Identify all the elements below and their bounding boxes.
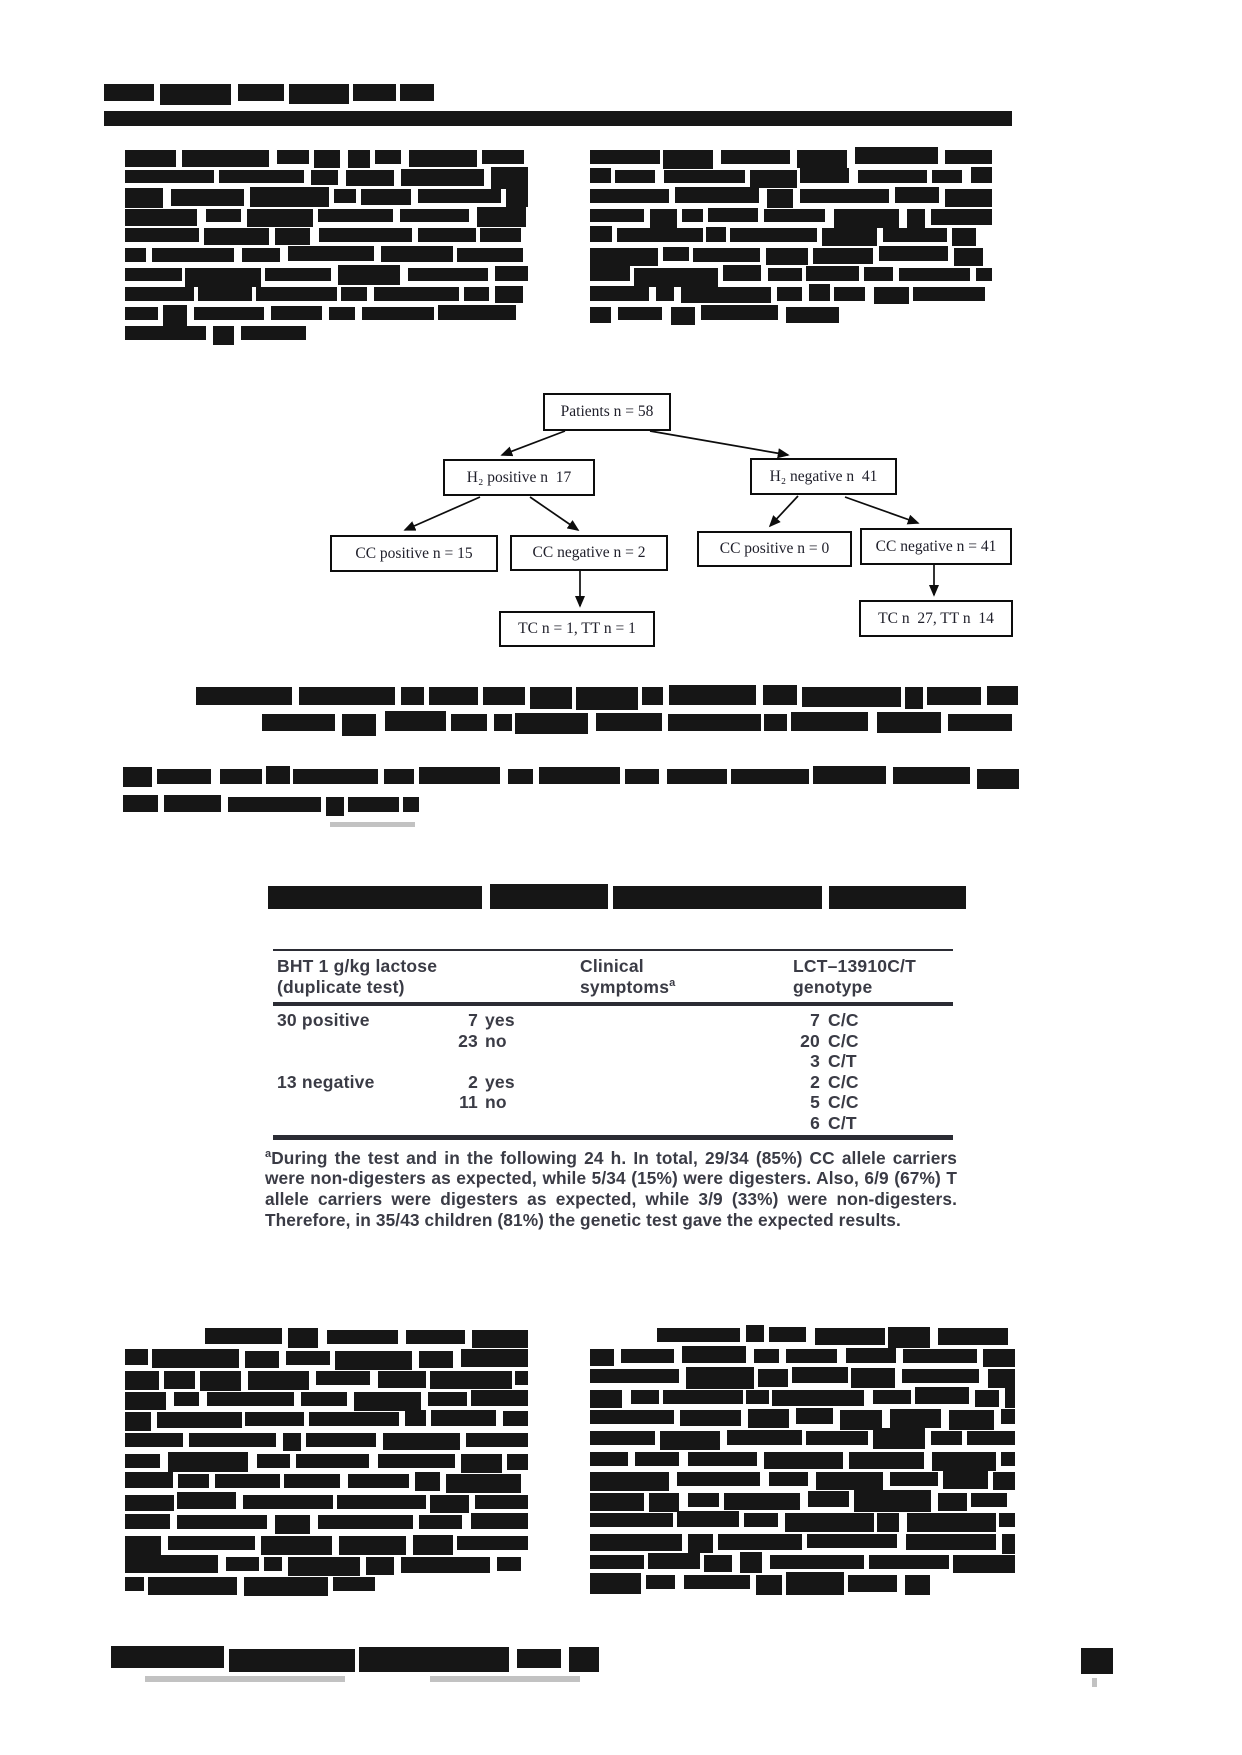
flow-box-cc-negative-2 bbox=[510, 535, 668, 571]
cell-genotype-count: 20 bbox=[800, 1030, 820, 1051]
table-row bbox=[273, 1113, 953, 1134]
flow-box-h2-positive-label: H₂ positive n 17 bbox=[466, 468, 572, 486]
running-head-redacted bbox=[104, 84, 434, 110]
cell-genotype-word: C/C bbox=[828, 1010, 859, 1030]
cell-bht: 30 positive bbox=[277, 1010, 370, 1030]
header-rule bbox=[104, 111, 1012, 126]
table-rule-top bbox=[273, 949, 953, 951]
cell-symptom-count: 11 bbox=[459, 1092, 478, 1113]
flow-box-tc-tt-right-label: TC n 27, TT n 14 bbox=[878, 609, 994, 627]
table-header-col1-line1: BHT 1 g/kg lactose bbox=[277, 956, 438, 976]
table-footnote bbox=[265, 1144, 957, 1230]
cell-genotype-count: 6 bbox=[810, 1113, 820, 1133]
flow-box-cc-negative-41-label: CC negative n = 41 bbox=[875, 537, 997, 555]
flow-box-patients-label: Patients n = 58 bbox=[560, 403, 654, 420]
footnote-text: During the test and in the following 24 h. In total, 29/34 (85%) CC allele carriers were non-digesters as expected, while 5/34 (15%) were digesters. Also, 6/9 (67%) T allele carriers were digesters as expected, while 3/9 (33%) were non-digesters. Therefore, in 35/43 children (81%) the genetic test gave the expected results. bbox=[265, 1147, 957, 1230]
cell-genotype-count: 7 bbox=[810, 1010, 820, 1030]
cell-genotype-word: C/C bbox=[828, 1071, 859, 1092]
footnote-marker: a bbox=[265, 1148, 272, 1160]
table-header-col3-line1: LCT–13910C/T bbox=[793, 956, 917, 976]
flow-box-cc-positive-15 bbox=[330, 535, 498, 572]
table-row bbox=[273, 1092, 953, 1113]
footer-faint-mark-mid bbox=[430, 1676, 580, 1682]
footer-faint-mark-left bbox=[145, 1676, 345, 1682]
flow-box-cc-negative-41 bbox=[860, 528, 1012, 565]
paragraph-faint-mark bbox=[330, 822, 415, 827]
flow-box-cc-positive-15-label: CC positive n = 15 bbox=[355, 544, 473, 562]
body-column-right-bottom-redacted bbox=[590, 1328, 1015, 1596]
flow-box-cc-positive-0-label: CC positive n = 0 bbox=[719, 540, 830, 557]
cell-genotype-word: C/T bbox=[828, 1113, 857, 1133]
cell-symptom-word: no bbox=[485, 1092, 507, 1113]
cell-genotype-count: 2 bbox=[810, 1071, 820, 1092]
flow-box-h2-negative-label: H₂ negative n 41 bbox=[769, 467, 878, 485]
flow-box-cc-negative-2-label: CC negative n = 2 bbox=[532, 544, 646, 561]
table-header-col2-line2 bbox=[580, 977, 675, 997]
table-title-redacted bbox=[268, 886, 966, 916]
cell-symptom-word: yes bbox=[485, 1010, 515, 1030]
body-column-right-redacted bbox=[590, 150, 992, 326]
results-table bbox=[273, 944, 953, 1150]
cell-symptom-count: 7 bbox=[468, 1010, 478, 1030]
figure-caption-redacted-line2 bbox=[262, 714, 1012, 740]
figure-caption-redacted-line1 bbox=[196, 687, 1018, 713]
cell-genotype-word: C/C bbox=[828, 1092, 859, 1113]
paragraph-redacted-line2 bbox=[123, 797, 419, 825]
cell-symptom-count: 23 bbox=[458, 1030, 478, 1051]
table-header-col2-line1: Clinical bbox=[580, 956, 644, 976]
body-column-left-redacted bbox=[125, 150, 528, 346]
flow-box-h2-negative bbox=[750, 458, 897, 495]
cell-genotype-count: 3 bbox=[810, 1051, 820, 1072]
page-number-block bbox=[1081, 1648, 1113, 1674]
cell-bht: 13 negative bbox=[277, 1071, 375, 1092]
page-number-faint-tick bbox=[1092, 1678, 1097, 1687]
flow-box-tc-tt-left-label: TC n = 1, TT n = 1 bbox=[518, 620, 636, 637]
cell-genotype-word: C/T bbox=[828, 1051, 857, 1072]
table-header-col2-label: symptoms bbox=[580, 977, 670, 997]
cell-genotype-count: 5 bbox=[810, 1092, 820, 1113]
table-rule-bottom bbox=[273, 1135, 953, 1140]
table-row bbox=[273, 1072, 953, 1093]
flow-box-cc-positive-0 bbox=[697, 531, 852, 567]
footer-citation-redacted bbox=[111, 1649, 599, 1673]
flow-box-patients bbox=[543, 393, 671, 431]
cell-symptom-word: yes bbox=[485, 1071, 515, 1092]
body-column-left-bottom-redacted bbox=[125, 1330, 528, 1598]
cell-symptom-count: 2 bbox=[468, 1071, 478, 1092]
flow-box-h2-positive bbox=[443, 459, 595, 496]
table-rule-mid bbox=[273, 1002, 953, 1006]
cell-genotype-word: C/C bbox=[828, 1030, 859, 1051]
table-header-footnote-marker: a bbox=[669, 977, 676, 990]
table-header-col3-line2: genotype bbox=[793, 977, 873, 997]
cell-symptom-word: no bbox=[485, 1030, 507, 1051]
flow-box-tc-tt-left bbox=[499, 611, 655, 647]
paragraph-redacted-line1 bbox=[123, 769, 1019, 797]
table-header-col1-line2: (duplicate test) bbox=[277, 977, 405, 997]
table-row bbox=[273, 1031, 953, 1052]
table-row bbox=[273, 1010, 953, 1031]
table-row bbox=[273, 1051, 953, 1072]
flow-box-tc-tt-right bbox=[859, 600, 1013, 637]
